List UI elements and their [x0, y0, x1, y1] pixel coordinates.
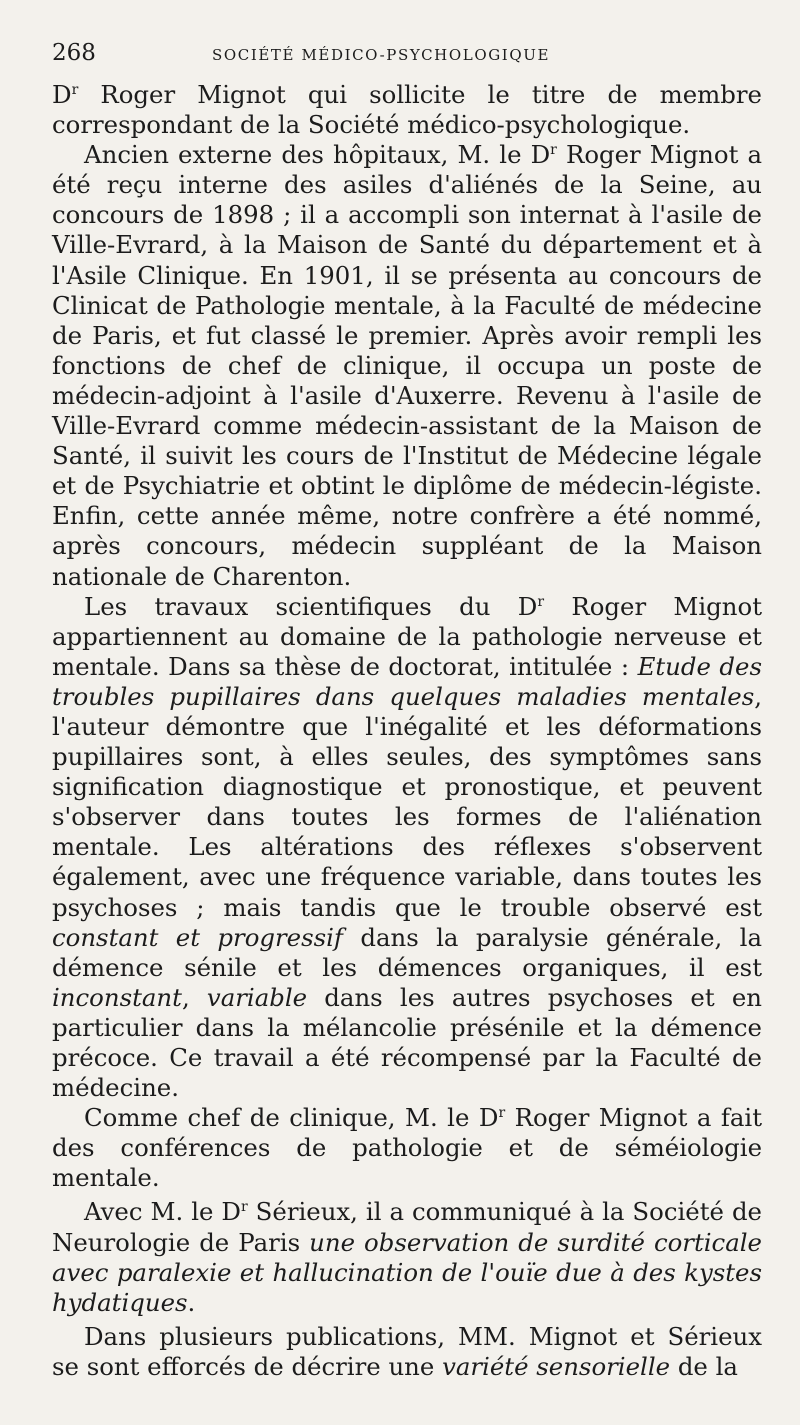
paragraph-career: Ancien externe des hôpitaux, M. le $D^r$ Roger Mignot a été reçu interne des asiles d'aliénés de la Seine, au concours de 1898 ; il a accompli son internat à l'asile de Ville-Evrard, à la Maison de Santé du département et à l'Asile Clinique. En 1901, il se présenta au concours de Clinicat de Pathologie mentale, à la Faculté de médecine de Paris, et fut classé le premier. Après avoir rempli les fonctions de chef de clinique, il occupa un poste de médecin-adjoint à l'asile d'Auxerre. Revenu à l'asile de Ville-Evrard comme médecin-assistant de la Maison de Santé, il suivit les cours de l'Institut de Médecine légale et de Psychiatrie et obtint le diplôme de médecin-légiste. Enfin, cette année même, notre confrère a été nommé, après concours, médecin suppléant de la Maison nationale de Charenton. — [52, 140, 763, 591]
paragraph-publications: Dans plusieurs publications, MM. Mignot et Sérieux se sont efforcés de décrire une variété sensorielle de la — [52, 1321, 762, 1381]
paragraph-continuation: $D^r$ Roger Mignot qui sollicite le titre de membre correspondant de la Société médico-psychologique. — [52, 80, 762, 140]
paragraph-lectures: Comme chef de clinique, M. le $D^r$ Roger Mignot a fait des conférences de pathologie et de séméiologie mentale. — [52, 1103, 762, 1193]
page-number: 268 — [52, 40, 96, 66]
paragraph-thesis: Les travaux scientifiques du $D^r$ Roger Mignot appartiennent au domaine de la pathologie nerveuse et mentale. Dans sa thèse de doctorat, intitulée : Etude des troubles pupillaires dans quelques maladies mentales, l'auteur démontre que l'inégalité et les déformations pupillaires sont, à elles seules, des symptômes sans signification diagnostique et pronostique, et peuvent s'observer dans toutes les formes de l'aliénation mentale. Les altérations des réflexes s'observent également, avec une fréquence variable, dans toutes les psychoses ; mais tandis que le trouble observé est constant et progressif dans la paralysie générale, la démence sénile et les démences organiques, il est inconstant, variable dans les autres psychoses et en particulier dans la mélancolie présénile et la démence précoce. Ce travail a été récompensé par la Faculté de médecine. — [52, 591, 763, 1103]
page-header — [52, 40, 762, 76]
body-text — [52, 80, 762, 1382]
running-title: SOCIÉTÉ MÉDICO-PSYCHOLOGIQUE — [212, 46, 551, 64]
paragraph-neurology: Avec M. le $D^r$ Sérieux, il a communiqué à la Société de Neurologie de Paris une observation de surdité corticale avec paralexie et hallucination de l'ouïe due à des kystes hydatiques. — [52, 1197, 762, 1317]
